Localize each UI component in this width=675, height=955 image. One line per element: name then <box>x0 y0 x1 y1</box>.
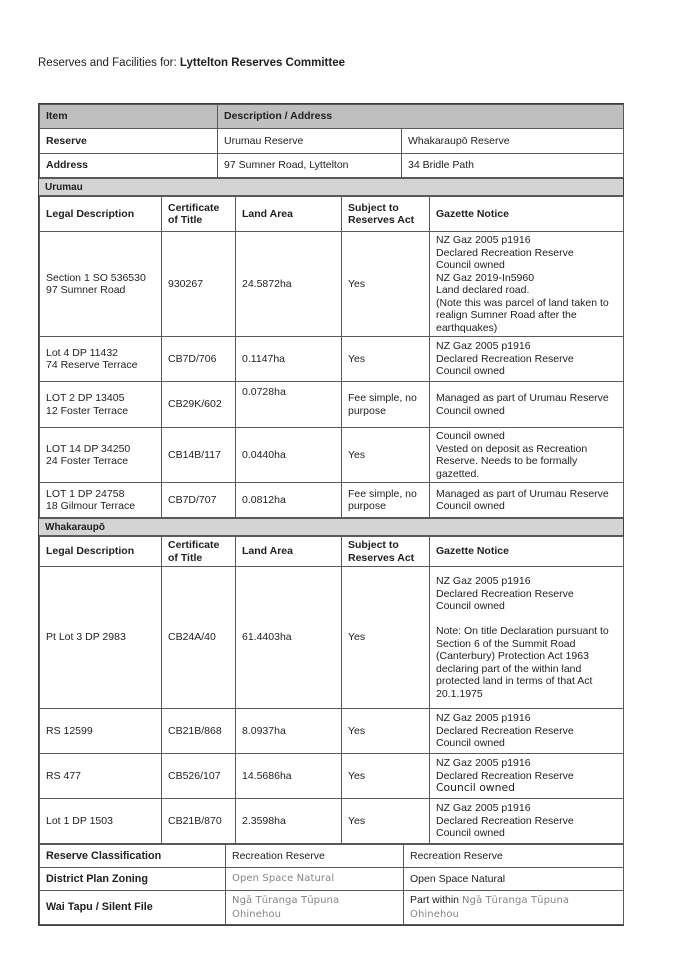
text-line: Declared Recreation Reserve <box>436 246 574 259</box>
column-header-gazette-notice: Gazette Notice <box>430 197 624 232</box>
text-line: Council owned <box>436 737 505 750</box>
table-row <box>40 154 624 178</box>
text-line: Declared Recreation Reserve <box>436 724 574 737</box>
urumau-table-body <box>40 232 624 518</box>
text-line: 18 Gilmour Terrace <box>46 500 136 512</box>
section-band-whakaraupo: Whakaraupō <box>39 518 623 536</box>
text-line: Managed as part of Urumau Reserve <box>436 487 609 500</box>
cell-gazette-notice <box>430 337 624 382</box>
cell-land-area: 0.0812ha <box>236 483 342 518</box>
text-line: RS 12599 <box>46 724 93 737</box>
whakaraupo-section-table <box>39 536 624 844</box>
table-row <box>40 891 624 925</box>
text-line: NZ Gaz 2005 p1916 <box>436 757 531 770</box>
page-title-committee: Lyttelton Reserves Committee <box>179 57 345 69</box>
text-line: NZ Gaz 2005 p1916 <box>436 712 531 725</box>
cell-land-area: 24.5872ha <box>236 232 342 337</box>
text-line: Note: On title Declaration pursuant to Section 6 of the Summit Road (Canterbury) Protection Act 1963 declaring part of the within land protected land in terms of that Act 20.1.1975 <box>436 625 609 700</box>
column-header-subject-reserves-act: Subject to Reserves Act <box>342 537 430 567</box>
text-line: Council owned <box>436 365 505 378</box>
cell-legal-description <box>40 337 162 382</box>
text-line: Managed as part of Urumau Reserve <box>436 392 609 404</box>
section-band-urumau: Urumau <box>39 178 623 196</box>
text-line: Council owned <box>436 827 505 840</box>
cell-item-label: Reserve <box>40 129 218 154</box>
table-row <box>40 232 624 337</box>
cell-certificate-of-title: CB14B/117 <box>162 428 236 483</box>
cell-urumau-value <box>226 845 404 868</box>
text-line: Declared Recreation Reserve <box>436 587 574 600</box>
cell-subject-reserves-act: Yes <box>342 567 430 709</box>
cell-gazette-notice <box>430 232 624 337</box>
cell-whakaraupo-value <box>404 868 624 891</box>
table-row <box>40 799 624 844</box>
text-segment: Ohinehou <box>232 908 282 920</box>
text-line: Lot 1 DP 1503 <box>46 814 113 827</box>
text-line <box>410 873 619 886</box>
cell-legal-description <box>40 382 162 428</box>
footer-table-body <box>40 845 624 925</box>
whakaraupo-table-head <box>40 537 624 567</box>
cell-subject-reserves-act: Yes <box>342 709 430 754</box>
cell-urumau-value: 97 Sumner Road, Lyttelton <box>218 154 402 178</box>
text-line: Section 1 SO 536530 <box>46 271 146 284</box>
cell-subject-reserves-act: Yes <box>342 232 430 337</box>
cell-certificate-of-title: CB29K/602 <box>162 382 236 428</box>
cell-whakaraupo-value: Whakaraupō Reserve <box>402 129 624 154</box>
text-line: 24 Foster Terrace <box>46 455 129 467</box>
text-line: Council owned <box>436 404 505 417</box>
column-header-item: Item <box>40 105 218 129</box>
text-segment: Part within <box>410 894 462 906</box>
cell-urumau-value: Urumau Reserve <box>218 129 402 154</box>
text-line: LOT 14 DP 34250 <box>46 442 131 455</box>
text-line <box>232 908 399 922</box>
text-segment: Ngā Tūranga Tūpuna <box>461 895 570 906</box>
cell-whakaraupo-value <box>404 845 624 868</box>
cell-legal-description <box>40 754 162 799</box>
table-header-row <box>40 197 624 232</box>
cell-subject-reserves-act: Yes <box>342 754 430 799</box>
text-line: NZ Gaz 2005 p1916 <box>436 575 531 587</box>
text-line <box>232 894 399 908</box>
text-line <box>410 894 619 908</box>
text-line: 74 Reserve Terrace <box>46 359 138 371</box>
page-title-prefix: Reserves and Facilities for: <box>38 57 180 69</box>
cell-land-area: 8.0937ha <box>236 709 342 754</box>
text-line: 12 Foster Terrace <box>46 404 129 417</box>
cell-legal-description <box>40 799 162 844</box>
text-line: Council owned <box>436 500 505 512</box>
cell-subject-reserves-act: Fee simple, no purpose <box>342 382 430 428</box>
text-line: Declared Recreation Reserve <box>436 814 574 827</box>
footer-table <box>39 844 624 925</box>
text-line: LOT 1 DP 24758 <box>46 487 125 500</box>
text-line: Pt Lot 3 DP 2983 <box>46 631 126 644</box>
cell-certificate-of-title: CB7D/706 <box>162 337 236 382</box>
text-line: Vested on deposit as Recreation Reserve. Needs to be formally gazetted. <box>436 442 588 480</box>
cell-land-area: 2.3598ha <box>236 799 342 844</box>
text-line: RS 477 <box>46 769 82 782</box>
column-header-land-area: Land Area <box>236 197 342 232</box>
text-segment: Recreation Reserve <box>410 849 503 862</box>
cell-gazette-notice <box>430 799 624 844</box>
cell-certificate-of-title: CB24A/40 <box>162 567 236 709</box>
cell-certificate-of-title: CB21B/868 <box>162 709 236 754</box>
column-header-certificate-of-title: Certificate of Title <box>162 537 236 567</box>
text-segment: Ngā Tūranga Tūpuna <box>232 895 340 906</box>
urumau-section-table <box>39 196 624 518</box>
cell-certificate-of-title: CB526/107 <box>162 754 236 799</box>
text-line: Declared Recreation Reserve <box>436 769 574 782</box>
cell-land-area: 0.0440ha <box>236 428 342 483</box>
page-title <box>38 56 345 70</box>
cell-certificate-of-title: 930267 <box>162 232 236 337</box>
column-header-gazette-notice: Gazette Notice <box>430 537 624 567</box>
table-row <box>40 845 624 868</box>
cell-subject-reserves-act: Yes <box>342 428 430 483</box>
reserves-table-group <box>38 103 624 926</box>
cell-legal-description <box>40 567 162 709</box>
table-row <box>40 567 624 709</box>
cell-land-area: 0.1147ha <box>236 337 342 382</box>
cell-gazette-notice <box>430 428 624 483</box>
cell-legal-description <box>40 709 162 754</box>
cell-land-area: 61.4403ha <box>236 567 342 709</box>
text-line: Council owned <box>436 781 515 795</box>
text-line: Council owned <box>436 600 505 612</box>
text-line: (Note this was parcel of land taken to realign Sumner Road after the earthquakes) <box>436 296 609 334</box>
table-row <box>40 709 624 754</box>
text-segment: Open Space Natural <box>410 872 506 885</box>
column-header-certificate-of-title: Certificate of Title <box>162 197 236 232</box>
text-line <box>410 850 619 863</box>
cell-item-label: Address <box>40 154 218 178</box>
text-segment: Recreation Reserve <box>232 849 325 862</box>
whakaraupo-table-body <box>40 567 624 844</box>
table-row <box>40 129 624 154</box>
urumau-table-head <box>40 197 624 232</box>
text-line: NZ Gaz 2005 p1916 <box>436 234 531 246</box>
text-line: 97 Sumner Road <box>46 284 126 296</box>
text-line <box>232 850 399 863</box>
column-header-description-address: Description / Address <box>218 105 624 129</box>
text-line <box>232 872 399 886</box>
text-segment: Ohinehou <box>410 908 460 920</box>
text-line: NZ Gaz 2019-In5960 <box>436 271 535 284</box>
cell-urumau-value <box>226 868 404 891</box>
cell-footer-label: Wai Tapu / Silent File <box>40 891 226 925</box>
summary-table <box>39 104 624 178</box>
column-header-legal-description: Legal Description <box>40 537 162 567</box>
cell-urumau-value <box>226 891 404 925</box>
text-line: Lot 4 DP 11432 <box>46 346 119 359</box>
table-row <box>40 754 624 799</box>
text-line: Council owned <box>436 259 505 271</box>
column-header-legal-description: Legal Description <box>40 197 162 232</box>
text-line: Land declared road. <box>436 284 530 296</box>
table-row <box>40 868 624 891</box>
text-line <box>436 613 619 626</box>
text-line <box>410 908 619 922</box>
table-row <box>40 337 624 382</box>
cell-whakaraupo-value <box>404 891 624 925</box>
table-header-row <box>40 537 624 567</box>
cell-subject-reserves-act: Fee simple, no purpose <box>342 483 430 518</box>
cell-gazette-notice <box>430 483 624 518</box>
cell-footer-label: District Plan Zoning <box>40 868 226 891</box>
cell-subject-reserves-act: Yes <box>342 337 430 382</box>
cell-certificate-of-title: CB7D/707 <box>162 483 236 518</box>
text-segment: Open Space Natural <box>232 873 335 885</box>
cell-legal-description <box>40 428 162 483</box>
cell-certificate-of-title: CB21B/870 <box>162 799 236 844</box>
text-line: Declared Recreation Reserve <box>436 352 574 365</box>
cell-land-area: 14.5686ha <box>236 754 342 799</box>
cell-gazette-notice <box>430 754 624 799</box>
text-line: NZ Gaz 2005 p1916 <box>436 802 531 815</box>
table-row <box>40 483 624 518</box>
table-row <box>40 428 624 483</box>
cell-legal-description <box>40 483 162 518</box>
text-line: Council owned <box>436 430 505 442</box>
text-line: LOT 2 DP 13405 <box>46 392 125 404</box>
cell-whakaraupo-value: 34 Bridle Path <box>402 154 624 178</box>
table-row <box>40 382 624 428</box>
cell-footer-label: Reserve Classification <box>40 845 226 868</box>
summary-table-body <box>40 129 624 178</box>
cell-land-area: 0.0728ha <box>236 382 342 428</box>
cell-subject-reserves-act: Yes <box>342 799 430 844</box>
column-header-land-area: Land Area <box>236 537 342 567</box>
column-header-subject-reserves-act: Subject to Reserves Act <box>342 197 430 232</box>
table-header-row <box>40 105 624 129</box>
cell-gazette-notice <box>430 709 624 754</box>
cell-legal-description <box>40 232 162 337</box>
cell-gazette-notice <box>430 382 624 428</box>
cell-gazette-notice <box>430 567 624 709</box>
text-line: NZ Gaz 2005 p1916 <box>436 340 531 353</box>
